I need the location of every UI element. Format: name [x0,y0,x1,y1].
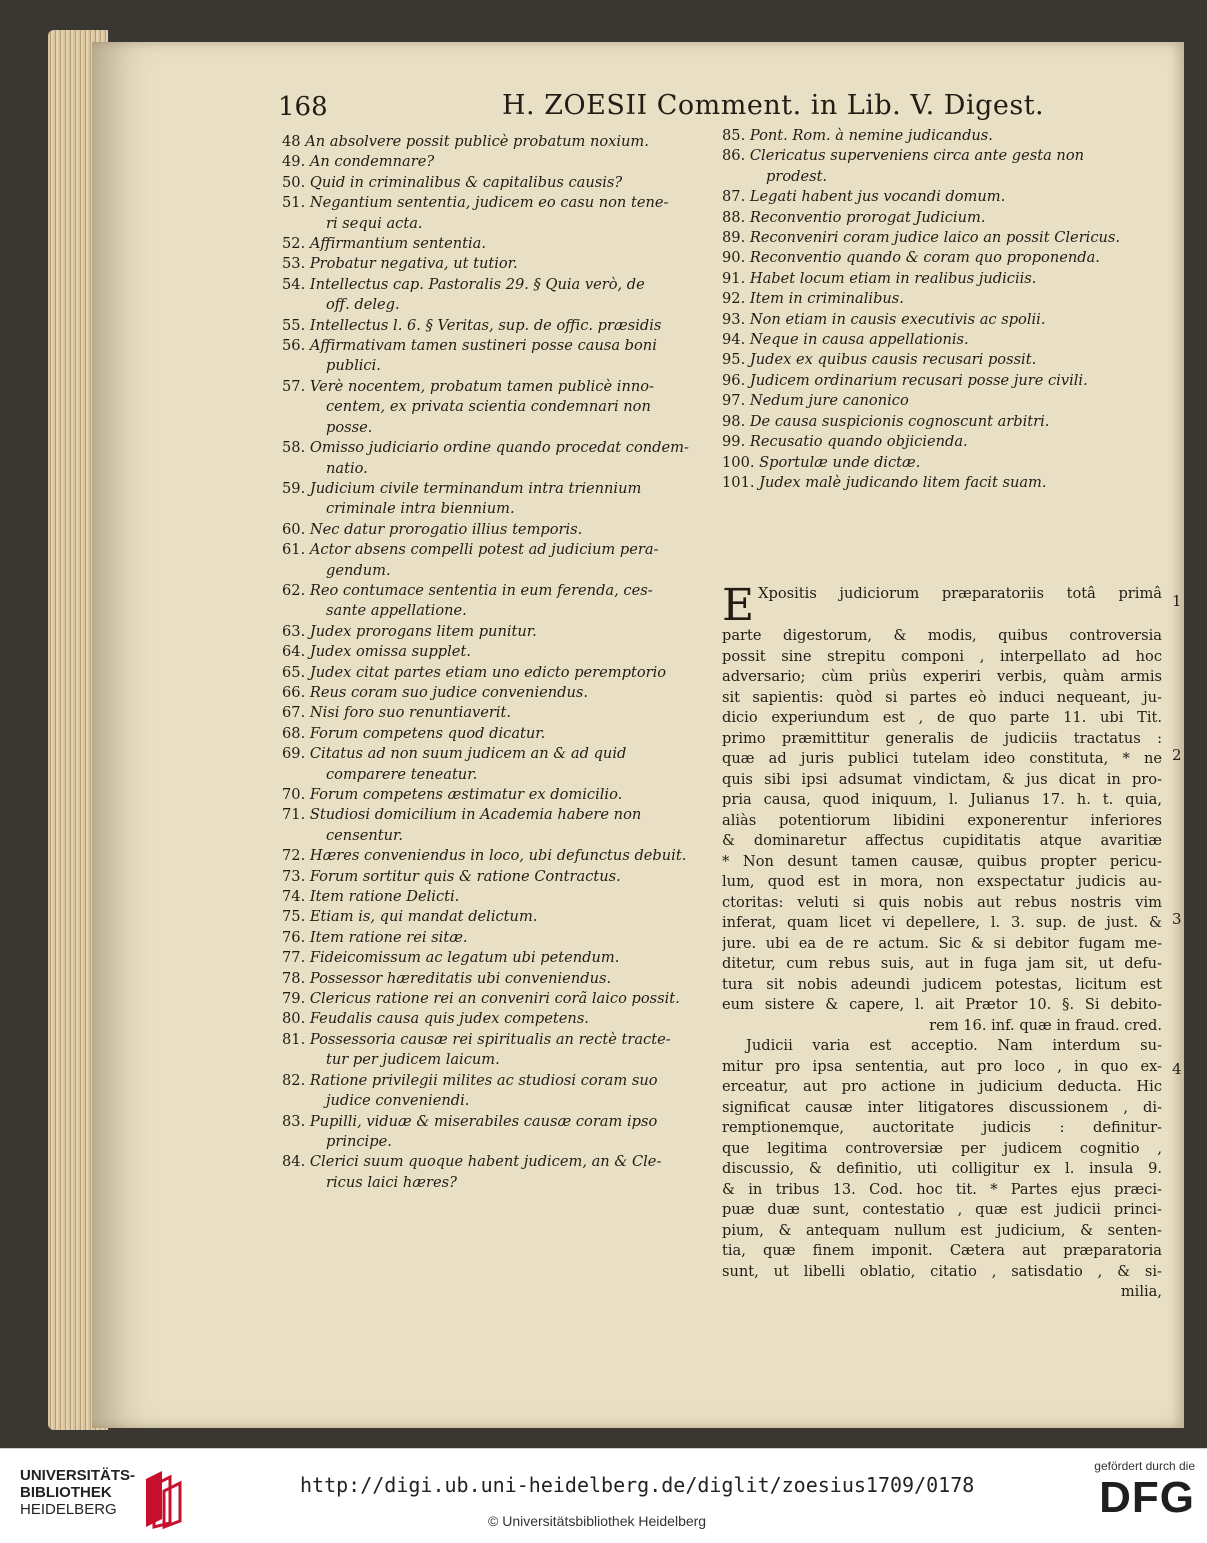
body-line [722,811,1162,832]
summary-item-text: Item ratione rei sitæ. [309,928,468,946]
summary-item-text: principe. [326,1132,392,1150]
summary-item-number: 87. [722,188,746,206]
summary-item-text: Item in criminalibus. [749,290,904,308]
summary-item-text: Hæres conveniendus in loco, ubi defunctus debuit. [309,847,687,865]
body-line-text: significat causæ inter litigatores discussionem , di- [722,1098,1162,1116]
body-line-text: adversario; cùm priùs experiri verbis, quàm armis [722,668,1162,685]
body-line-text: eum sistere & capere, l. ait Prætor 10. §. Si debito- [722,996,1162,1013]
summary-item-text: comparere teneatur. [326,765,478,783]
body-line-text: & in tribus 13. Cod. hoc tit. * Partes ejus præci- [722,1180,1162,1198]
summary-item-number: 100. [722,453,755,471]
summary-item-number: 62. [282,581,306,599]
summary-item-number: 64. [282,643,306,661]
summary-item-text: Citatus ad non suum judicem an & ad quid [309,745,627,763]
viewer-footer [0,1448,1207,1543]
body-line [722,1241,1162,1262]
summary-item-text: posse. [326,418,373,436]
summary-item-text: Judex malè judicando litem facit suam. [759,473,1047,491]
body-line [722,1077,1162,1098]
summary-item-number: 93. [722,310,746,328]
body-line-text: Xpositis judiciorum præparatoriis totâ primâ [758,585,1162,602]
body-line-text: quæ ad juris publici tutelam ideo constituta, * ne [722,750,1162,767]
summary-item-text: Etiam is, qui mandat delictum. [309,908,538,926]
summary-item-text: Possessor hæreditatis ubi conveniendus. [309,969,612,987]
dfg-caption: gefördert durch die [1094,1459,1195,1473]
summary-item-number: 99. [722,433,746,451]
summary-item-text: Clerici suum quoque habent judicem, an & Cle- [309,1153,662,1171]
body-line-text: primo præmittitur generalis de judiciis tractatus : [722,729,1162,747]
body-line-text: quis sibi ipsi adsumat vindictam, & jus dicat in pro- [722,770,1162,788]
summary-item-number: 48 [282,133,301,150]
summary-item-text: Reconventio quando & coram quo proponenda. [749,249,1100,267]
summary-item-text: prodest. [766,167,828,185]
library-name-line3: HEIDELBERG [20,1501,117,1518]
commentary-body [722,584,1182,1303]
summary-item [282,561,802,581]
summary-item [722,432,1192,452]
body-line [722,913,1162,934]
summary-item-text: Verè nocentem, probatum tamen publicè inno- [309,377,654,395]
summary-item-number: 54. [282,275,306,293]
body-line-text: tura sit nobis adeundi judicem potestas, licitum est [722,975,1162,993]
summary-item-number: 94. [722,331,746,349]
summary-item-text: gendum. [326,561,391,579]
body-line-text: sit sapientis: quòd si partes eò induci nequeant, ju- [722,688,1162,706]
summary-item [722,167,1192,187]
body-line-text: aliàs potentiorum libidini exponerentur inferiores [722,811,1162,829]
body-line [722,1098,1162,1119]
body-line [722,1180,1162,1201]
summary-item-number: 85. [722,127,746,144]
margin-number: 4 [1172,1060,1182,1078]
body-line [722,1016,1162,1037]
margin-number: 1 [1172,592,1182,610]
body-line [722,1221,1162,1242]
body-line-text: pria causa, quod iniquum, l. Julianus 17. h. t. quia, [722,791,1162,808]
summary-item-text: Intellectus cap. Pastoralis 29. § Quia verò, de [309,275,645,293]
summary-item-number: 95. [722,351,746,369]
summary-item [722,330,1192,350]
summary-item-number: 59. [282,479,306,497]
body-line [722,1262,1162,1283]
summary-item-number: 65. [282,663,306,681]
permalink-url[interactable]: http://digi.ub.uni-heidelberg.de/diglit/zoesius1709/0178 [300,1473,975,1497]
summary-item-number: 69. [282,745,306,763]
summary-item-number: 74. [282,888,306,906]
library-name-line1: UNIVERSITÄTS- [20,1467,136,1484]
summary-item-text: Nisi foro suo renuntiaverit. [309,704,512,722]
summary-item-text: Probatur negativa, ut tutior. [309,255,518,273]
body-line-text: puæ duæ sunt, contestatio , quæ est judicii princi- [722,1201,1162,1218]
summary-item-number: 55. [282,316,306,334]
body-line [722,708,1162,729]
summary-item-number: 101. [722,473,755,491]
summary-item-text: Judex ex quibus causis recusari possit. [749,351,1037,369]
summary-item-number: 50. [282,173,306,191]
summary-item [722,126,1192,146]
summary-item-number: 60. [282,520,306,538]
page-number: 168 [278,92,328,122]
body-line-text: discussio, & definitio, uti colligitur ex l. insula 9. [722,1160,1162,1177]
summary-item-text: Clericatus superveniens circa ante gesta non [749,147,1085,165]
summary-list-right [722,126,1192,493]
body-line [722,790,1162,811]
summary-item-text: Pupilli, viduæ & miserabiles causæ coram ipso [309,1112,658,1130]
summary-item-number: 61. [282,541,306,559]
summary-item-text: Quid in criminalibus & capitalibus causis? [309,173,623,191]
summary-item-text: Reo contumace sententia in eum ferenda, ces- [309,581,653,599]
summary-item [722,412,1192,432]
summary-item-text: Omisso judiciario ordine quando procedat condem- [309,439,689,457]
drop-cap: E [722,584,755,626]
summary-item-number: 97. [722,392,746,410]
summary-item [722,208,1192,228]
body-line [722,1118,1162,1139]
summary-item [722,310,1192,330]
summary-item-text: Fideicomissum ac legatum ubi petendum. [309,949,620,967]
body-line-text: remptionemque, auctoritate judicis : definitur- [722,1119,1162,1136]
summary-item-number: 90. [722,249,746,267]
summary-item-number: 86. [722,147,746,165]
body-line-text: lum, quod est in mora, non exspectatur judicis au- [722,873,1162,890]
summary-item-text: Reconveniri coram judice laico an possit Clericus. [749,229,1121,247]
summary-item-number: 52. [282,235,306,253]
body-line-text: sunt, ut libelli oblatio, citatio , satisdatio , & si- [722,1262,1162,1280]
body-line-text: dicio experiundum est , de quo parte 11. ubi Tit. [722,709,1162,726]
body-line-text: ditetur, cum rebus suis, aut in fuga jam sit, ut defu- [722,955,1162,972]
summary-item-number: 79. [282,990,306,1008]
summary-item-text: Actor absens compelli potest ad judicium pera- [309,541,659,559]
summary-item-text: Forum competens æstimatur ex domicilio. [309,786,623,803]
summary-item-text: Judicem ordinarium recusari posse jure civili. [749,371,1088,389]
summary-item-text: Studiosi domicilium in Academia habere non [309,806,642,824]
summary-item-number: 63. [282,622,306,640]
summary-item-number: 70. [282,786,306,803]
body-line-text: Judicii varia est acceptio. Nam interdum su- [746,1037,1162,1054]
body-line-text: jure. ubi ea de re actum. Sic & si debitor fugam me- [722,934,1162,952]
body-line [722,893,1162,914]
summary-item-text: De causa suspicionis cognoscunt arbitri. [749,412,1050,430]
body-line [722,729,1162,750]
summary-item-text: Affirmativam tamen sustineri posse causa boni [309,337,657,355]
summary-item-text: Forum competens quod dicatur. [309,724,546,742]
body-line [722,1057,1162,1078]
summary-item-text: Pont. Rom. à nemine judicandus. [749,127,993,144]
body-line [722,749,1162,770]
summary-item-number: 66. [282,683,306,701]
summary-item-number: 76. [282,928,306,946]
summary-item-text: Judex prorogans litem punitur. [309,622,537,640]
body-line [722,975,1162,996]
summary-item-number: 96. [722,371,746,389]
right-column [722,126,1192,1300]
body-line [722,647,1162,668]
summary-item-number: 78. [282,969,306,987]
body-line [722,1139,1162,1160]
summary-item-number: 89. [722,229,746,247]
summary-item-text: ricus laici hæres? [326,1173,457,1191]
summary-item-text: sante appellatione. [326,602,467,620]
summary-item-text: Reus coram suo judice conveniendus. [309,683,589,701]
body-line-text: ctoritas: veluti si quis nobis aut rebus nostris vim [722,893,1162,911]
summary-item-text: An absolvere possit publicè probatum noxium. [305,133,649,150]
summary-item [722,269,1192,289]
body-line [722,584,1162,626]
body-line [722,626,1162,647]
body-line-text: erceatur, aut pro actione in judicium deducta. Hic [722,1078,1162,1095]
summary-item-text: Intellectus l. 6. § Veritas, sup. de offic. præsidis [309,316,662,334]
body-line [722,667,1162,688]
summary-item-text: Legati habent jus vocandi domum. [749,188,1006,206]
summary-item-text: Nedum jure canonico [749,392,909,410]
summary-item-text: Nec datur prorogatio illius temporis. [309,520,583,538]
summary-item-text: tur per judicem laicum. [326,1051,500,1069]
summary-item-text: criminale intra biennium. [326,500,515,518]
summary-item-text: Recusatio quando objicienda. [749,433,968,451]
body-line [722,688,1162,709]
summary-item-number: 88. [722,208,746,226]
summary-item-text: Clericus ratione rei an conveniri corã laico possit. [309,990,680,1008]
summary-item-text: Item ratione Delicti. [309,888,460,906]
body-line-text: inferat, quam licet vi depellere, l. 3. sup. de just. & [722,914,1162,931]
summary-item-text: censentur. [326,826,404,844]
summary-item-text: Negantium sententia, judicem eo casu non tene- [309,194,669,212]
summary-item-number: 67. [282,704,306,722]
body-line-text: milia, [1120,1283,1162,1300]
summary-item-text: Sportulæ unde dictæ. [759,453,921,471]
summary-item [722,228,1192,248]
summary-item-text: judice conveniendi. [326,1092,470,1110]
summary-item-text: Possessoria causæ rei spiritualis an rectè tracte- [309,1030,671,1048]
summary-item-number: 80. [282,1010,306,1028]
summary-item [722,146,1192,166]
body-line [722,1159,1162,1180]
summary-item-text: Reconventio prorogat Judicium. [749,208,986,226]
summary-item [722,473,1192,493]
summary-item [722,248,1192,268]
body-line-text: tia, quæ finem imponit. Cætera aut præparatoria [722,1242,1162,1259]
summary-item-number: 49. [282,153,306,171]
summary-item-text: off. deleg. [326,296,400,314]
summary-item-text: Non etiam in causis executivis ac spolii. [749,310,1046,328]
body-line [722,934,1162,955]
summary-item-text: publici. [326,357,381,375]
summary-item-text: Habet locum etiam in realibus judiciis. [749,269,1037,287]
body-line [722,872,1162,893]
summary-item-number: 73. [282,867,306,885]
summary-item [282,540,802,560]
summary-item-number: 77. [282,949,306,967]
dfg-logo: DFG [1099,1473,1195,1522]
summary-item-number: 84. [282,1153,306,1171]
summary-item-number: 71. [282,806,306,824]
summary-item-text: Judex citat partes etiam uno edicto peremptorio [309,663,667,681]
summary-item [722,453,1192,473]
university-library-logo[interactable] [20,1467,180,1533]
summary-item-text: ri sequi acta. [326,214,423,232]
summary-item [722,391,1192,411]
dfg-sponsor[interactable] [1070,1459,1195,1539]
summary-item-text: Forum sortitur quis & ratione Contractus. [309,867,621,885]
margin-number: 3 [1172,910,1182,928]
body-line-text: rem 16. inf. quæ in fraud. cred. [929,1016,1162,1034]
margin-number: 2 [1172,746,1182,764]
summary-item-text: An condemnare? [309,153,435,171]
body-line-text: pium, & antequam nullum est judicium, & senten- [722,1221,1162,1239]
summary-item-text: Affirmantium sententia. [309,235,487,253]
body-line [722,831,1162,852]
body-line-text: parte digestorum, & modis, quibus controversia [722,627,1162,644]
summary-item-number: 91. [722,269,746,287]
summary-item-number: 81. [282,1030,306,1048]
body-line [722,1282,1162,1303]
summary-item [722,350,1192,370]
summary-item-number: 56. [282,337,306,355]
body-line [722,1200,1162,1221]
summary-item-text: Neque in causa appellationis. [749,331,969,349]
summary-item-number: 68. [282,724,306,742]
summary-item-text: natio. [326,459,368,477]
body-line-text: & dominaretur affectus cupiditatis atque avaritiæ [722,832,1162,849]
summary-item-number: 58. [282,439,306,457]
summary-item-number: 57. [282,377,306,395]
summary-item-number: 98. [722,412,746,430]
summary-item-number: 75. [282,908,306,926]
body-line-text: que legitima controversiæ per judicem cognitio , [722,1139,1162,1157]
summary-item-number: 83. [282,1112,306,1130]
summary-item [282,520,802,540]
book-page [92,42,1184,1428]
summary-item-number: 72. [282,847,306,865]
body-line [722,954,1162,975]
library-name-line2: BIBLIOTHEK [20,1484,112,1501]
summary-item [282,499,802,519]
summary-item-text: Judex omissa supplet. [309,643,471,661]
body-line [722,1036,1162,1057]
summary-item [722,371,1192,391]
body-line-text: mitur pro ipsa sententia, aut pro loco , in quo ex- [722,1057,1162,1075]
summary-item-text: Ratione privilegii milites ac studiosi coram suo [309,1071,658,1089]
body-line-text: * Non desunt tamen causæ, quibus propter pericu- [722,852,1162,870]
body-line [722,995,1162,1016]
summary-item-number: 53. [282,255,306,273]
body-line [722,852,1162,873]
summary-item [722,289,1192,309]
summary-item-number: 51. [282,194,306,212]
summary-item [722,187,1192,207]
copyright-notice: © Universitätsbibliothek Heidelberg [488,1513,707,1529]
summary-item-text: centem, ex privata scientia condemnari non [326,398,651,416]
body-line [722,770,1162,791]
summary-item-text: Feudalis causa quis judex competens. [309,1010,589,1028]
running-head: H. ZOESII Comment. in Lib. V. Digest. [502,90,1045,121]
library-mark-icon [140,1469,186,1529]
summary-item-number: 92. [722,290,746,308]
summary-item-number: 82. [282,1071,306,1089]
body-line-text: possit sine strepitu componi , interpellato ad hoc [722,647,1162,665]
summary-item-text: Judicium civile terminandum intra triennium [309,479,642,497]
